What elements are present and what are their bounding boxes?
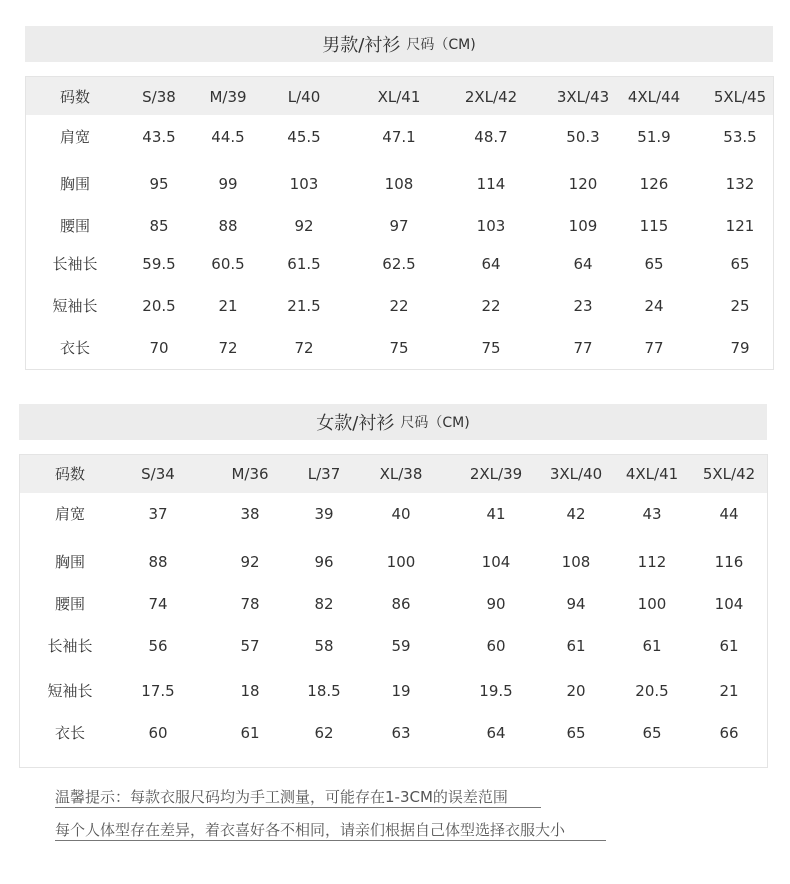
size-value: 64 — [573, 255, 593, 273]
size-value: 82 — [314, 595, 334, 613]
column-header-size: 4XL/44 — [627, 88, 681, 106]
size-value: 79 — [730, 339, 750, 357]
size-value: 75 — [481, 339, 501, 357]
size-value: 60 — [148, 724, 168, 742]
size-value: 121 — [725, 217, 755, 235]
size-value: 44.5 — [211, 128, 245, 146]
size-value: 109 — [568, 217, 598, 235]
size-value: 59 — [391, 637, 411, 655]
size-value: 126 — [639, 175, 669, 193]
size-value: 18 — [240, 682, 260, 700]
size-value: 62 — [314, 724, 334, 742]
size-value: 21 — [719, 682, 739, 700]
size-value: 20.5 — [142, 297, 176, 315]
size-value: 40 — [391, 505, 411, 523]
tip-note-body-type: 每个人体型存在差异，着衣喜好各不相同，请亲们根据自己体型选择衣服大小 — [55, 821, 566, 839]
size-value: 44 — [719, 505, 739, 523]
row-label: 腰围 — [54, 595, 86, 613]
row-label: 胸围 — [59, 175, 91, 193]
size-value: 96 — [314, 553, 334, 571]
size-value: 57 — [240, 637, 260, 655]
column-header-size: S/38 — [142, 88, 176, 106]
women-title-main: 女款/衬衫 — [316, 413, 395, 434]
size-value: 53.5 — [723, 128, 757, 146]
size-value: 61 — [719, 637, 739, 655]
size-value: 48.7 — [474, 128, 508, 146]
size-value: 56 — [148, 637, 168, 655]
size-value: 63 — [391, 724, 411, 742]
column-header-size: M/39 — [209, 88, 247, 106]
size-value: 97 — [389, 217, 409, 235]
size-value: 103 — [476, 217, 506, 235]
size-value: 61 — [642, 637, 662, 655]
row-label: 胸围 — [54, 553, 86, 571]
size-value: 22 — [481, 297, 501, 315]
men-size-title — [25, 26, 773, 62]
size-value: 88 — [148, 553, 168, 571]
column-header-size: M/36 — [231, 465, 269, 483]
size-value: 108 — [384, 175, 414, 193]
men-title-unit: 尺码（CM) — [406, 37, 476, 53]
column-header-size: 2XL/42 — [464, 88, 518, 106]
size-value: 112 — [637, 553, 667, 571]
size-value: 86 — [391, 595, 411, 613]
size-value: 47.1 — [382, 128, 416, 146]
women-title-unit: 尺码（CM) — [400, 415, 470, 431]
size-value: 116 — [714, 553, 744, 571]
row-label: 肩宽 — [54, 505, 86, 523]
row-label: 长袖长 — [47, 637, 93, 655]
size-value: 42 — [566, 505, 586, 523]
row-label: 衣长 — [59, 339, 91, 357]
size-value: 41 — [486, 505, 506, 523]
size-value: 24 — [644, 297, 664, 315]
size-value: 18.5 — [307, 682, 341, 700]
size-value: 61 — [240, 724, 260, 742]
size-value: 65 — [642, 724, 662, 742]
size-value: 78 — [240, 595, 260, 613]
column-header-label: 码数 — [54, 465, 86, 483]
column-header-size: 3XL/43 — [556, 88, 610, 106]
size-value: 90 — [486, 595, 506, 613]
size-value: 58 — [314, 637, 334, 655]
size-value: 99 — [218, 175, 238, 193]
row-label: 衣长 — [54, 724, 86, 742]
size-value: 88 — [218, 217, 238, 235]
tip-note-measurement: 温馨提示：每款衣服尺码均为手工测量，可能存在1-3CM的误差范围 — [55, 788, 508, 806]
size-value: 59.5 — [142, 255, 176, 273]
size-value: 19.5 — [479, 682, 513, 700]
row-label: 短袖长 — [52, 297, 98, 315]
size-value: 100 — [637, 595, 667, 613]
size-value: 92 — [240, 553, 260, 571]
size-value: 62.5 — [382, 255, 416, 273]
size-value: 104 — [481, 553, 511, 571]
size-value: 65 — [730, 255, 750, 273]
size-value: 120 — [568, 175, 598, 193]
size-value: 17.5 — [141, 682, 175, 700]
size-value: 50.3 — [566, 128, 600, 146]
size-value: 77 — [573, 339, 593, 357]
men-size-table — [25, 76, 774, 370]
size-value: 70 — [149, 339, 169, 357]
size-value: 23 — [573, 297, 593, 315]
size-value: 51.9 — [637, 128, 671, 146]
size-value: 45.5 — [287, 128, 321, 146]
size-value: 20.5 — [635, 682, 669, 700]
size-value: 60 — [486, 637, 506, 655]
size-value: 21 — [218, 297, 238, 315]
size-value: 60.5 — [211, 255, 245, 273]
men-title-main: 男款/衬衫 — [322, 35, 401, 56]
size-value: 43.5 — [142, 128, 176, 146]
column-header-size: 5XL/42 — [702, 465, 756, 483]
column-header-size: XL/41 — [377, 88, 421, 106]
column-header-size: 5XL/45 — [713, 88, 767, 106]
column-header-size: L/40 — [287, 88, 321, 106]
size-value: 61.5 — [287, 255, 321, 273]
women-size-table — [19, 454, 768, 768]
size-value: 74 — [148, 595, 168, 613]
size-value: 61 — [566, 637, 586, 655]
column-header-size: 3XL/40 — [549, 465, 603, 483]
size-value: 115 — [639, 217, 669, 235]
size-value: 66 — [719, 724, 739, 742]
size-value: 25 — [730, 297, 750, 315]
size-value: 114 — [476, 175, 506, 193]
row-label: 肩宽 — [59, 128, 91, 146]
size-value: 77 — [644, 339, 664, 357]
size-value: 64 — [486, 724, 506, 742]
column-header-size: XL/38 — [379, 465, 423, 483]
size-value: 37 — [148, 505, 168, 523]
size-value: 22 — [389, 297, 409, 315]
row-label: 长袖长 — [52, 255, 98, 273]
size-value: 100 — [386, 553, 416, 571]
size-value: 75 — [389, 339, 409, 357]
size-value: 72 — [294, 339, 314, 357]
size-value: 103 — [289, 175, 319, 193]
size-value: 94 — [566, 595, 586, 613]
size-value: 72 — [218, 339, 238, 357]
size-value: 21.5 — [287, 297, 321, 315]
size-value: 65 — [566, 724, 586, 742]
size-value: 132 — [725, 175, 755, 193]
column-header-size: 4XL/41 — [625, 465, 679, 483]
row-label: 腰围 — [59, 217, 91, 235]
column-header-label: 码数 — [59, 88, 91, 106]
size-value: 85 — [149, 217, 169, 235]
size-value: 64 — [481, 255, 501, 273]
row-label: 短袖长 — [47, 682, 93, 700]
size-value: 92 — [294, 217, 314, 235]
column-header-size: 2XL/39 — [469, 465, 523, 483]
size-value: 95 — [149, 175, 169, 193]
women-size-title — [19, 404, 767, 440]
size-value: 65 — [644, 255, 664, 273]
column-header-size: S/34 — [141, 465, 175, 483]
size-value: 39 — [314, 505, 334, 523]
size-value: 104 — [714, 595, 744, 613]
size-value: 19 — [391, 682, 411, 700]
size-value: 108 — [561, 553, 591, 571]
tip-note-underline — [55, 807, 541, 808]
size-value: 43 — [642, 505, 662, 523]
size-value: 38 — [240, 505, 260, 523]
column-header-size: L/37 — [307, 465, 341, 483]
size-value: 20 — [566, 682, 586, 700]
tip-note-underline — [55, 840, 606, 841]
